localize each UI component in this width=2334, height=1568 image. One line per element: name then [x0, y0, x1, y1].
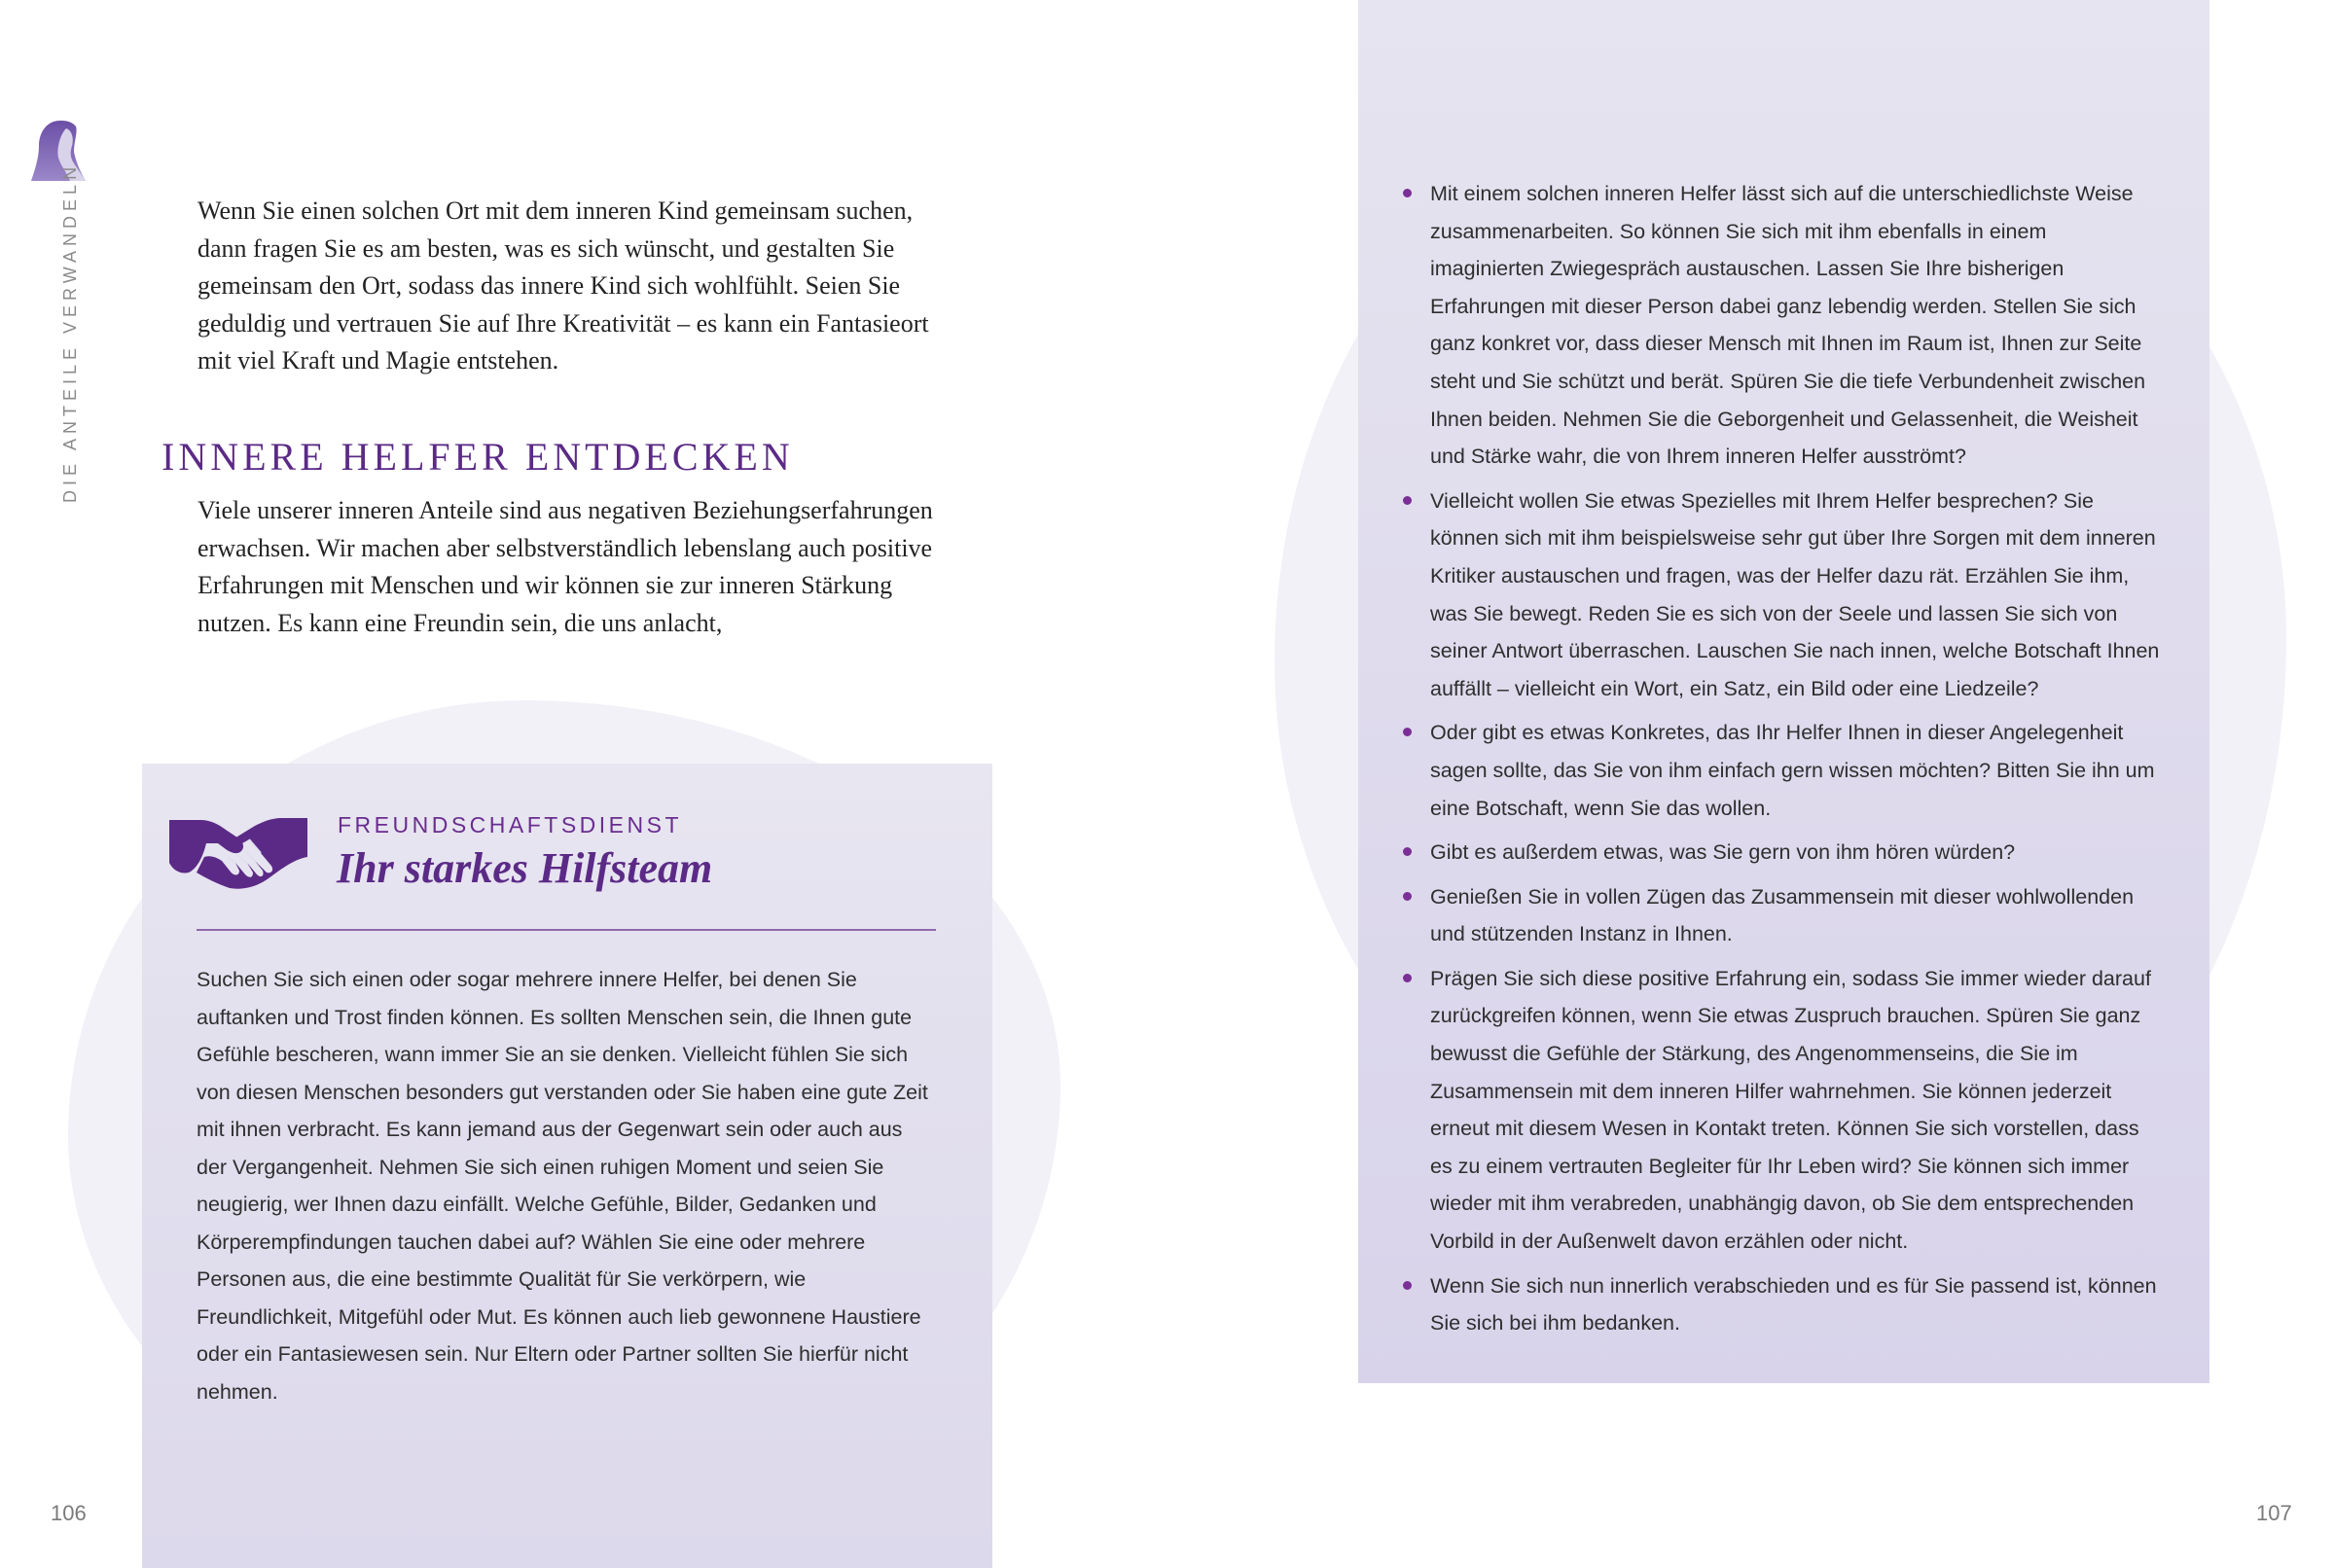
bullet-icon: [1403, 892, 1412, 901]
handshake-icon: [167, 814, 309, 892]
box-title: Ihr starkes Hilfsteam: [337, 844, 713, 892]
list-item: [1394, 878, 2163, 953]
intro-paragraph: Wenn Sie einen solchen Ort mit dem inneren Kind gemeinsam suchen, dann fragen Sie es am besten, was es sich wünscht, und gestalten Sie gemeinsam den Ort, sodass das innere Kind sich wohlfühlt. Seien Sie geduldig und vertrauen Sie auf Ihre Kreativität – es kann ein Fantasieort mit viel Kraft und Magie entstehen.: [197, 196, 929, 374]
list-item-text: Wenn Sie sich nun innerlich verabschieden und es für Sie passend ist, können Sie sich bei ihm bedanken.: [1430, 1273, 2157, 1336]
section-paragraph: Viele unserer inneren Anteile sind aus negativen Beziehungserfahrungen erwachsen. Wir machen aber selbstverständlich lebenslang auch positive Erfahrungen mit Menschen und wir können sie zur inneren Stärkung nutzen. Es kann eine Freundin sein, die uns anlacht,: [197, 496, 933, 637]
box-kicker: FREUNDSCHAFTSDIENST: [338, 812, 683, 837]
list-item: [1394, 960, 2163, 1261]
list-item-text: Genießen Sie in vollen Zügen das Zusammensein mit dieser wohlwollenden und stützenden Instanz in Ihnen.: [1430, 884, 2135, 946]
chapter-margin-label: DIE ANTEILE VERWANDELN: [60, 161, 80, 503]
bullet-icon: [1403, 189, 1412, 197]
bullet-icon: [1403, 847, 1412, 856]
list-item-text: Vielleicht wollen Sie etwas Spezielles mit Ihrem Helfer besprechen? Sie können sich mit ihm beispielsweise sehr gut über Ihre Sorgen mit dem inneren Kritiker austauschen und fragen, was der Helfer dazu rät. Erzählen Sie ihm, was Sie bewegt. Reden Sie es sich von der Seele und lassen Sie sich von seiner Antwort überraschen. Lauschen Sie nach innen, welche Botschaft Ihnen auffällt – vielleicht ein Wort, ein Satz, ein Bild oder eine Liedzeile?: [1430, 488, 2160, 700]
list-item-text: Gibt es außerdem etwas, was Sie gern von ihm hören würden?: [1430, 840, 2016, 865]
list-item-text: Prägen Sie sich diese positive Erfahrung ein, sodass Sie immer wieder darauf zurückgreifen können, wenn Sie etwas Zuspruch brauchen. Spüren Sie ganz bewusst die Gefühle der Stärkung, des Angenommenseins, die Sie im Zusammensein mit dem inneren Hilfer wahrnehmen. Sie können jederzeit erneut mit diesem Wesen in Kontakt treten. Können Sie sich vorstellen, dass es zu einem vertrauten Begleiter für Ihr Leben wird? Sie können sich immer wieder mit ihm verabreden, unabhängig davon, ob Sie dem entsprechenden Vorbild in der Außenwelt davon erzählen oder nicht.: [1430, 966, 2151, 1254]
list-item: [1394, 482, 2163, 708]
list-item-text: Oder gibt es etwas Konkretes, das Ihr Helfer Ihnen in dieser Angelegenheit sagen sollte, das Sie von ihm einfach gern wissen möchten? Bitten Sie ihn um eine Botschaft, wenn Sie das wollen.: [1430, 721, 2155, 820]
box-text: Suchen Sie sich einen oder sogar mehrere innere Helfer, bei denen Sie auftanken und Trost finden können. Es sollten Menschen sein, die Ihnen gute Gefühle bescheren, wann immer Sie an sie denken. Vielleicht fühlen Sie sich von diesen Menschen besonders gut verstanden oder Sie haben eine gute Zeit mit ihnen verbracht. Es kann jemand aus der Gegenwart sein oder auch aus der Vergangenheit. Nehmen Sie sich einen ruhigen Moment und seien Sie neugierig, wer Ihnen dazu einfällt. Welche Gefühle, Bilder, Gedanken und Körperempfindungen tauchen dabei auf? Wählen Sie eine oder mehrere Personen aus, die eine bestimmte Qualität für Sie verkörpern, wie Freundlichkeit, Mitgefühl oder Mut. Es können auch lieb gewonnene Haustiere oder ein Fantasiewesen sein. Nur Eltern oder Partner sollten Sie hierfür nicht nehmen.: [197, 968, 928, 1404]
list-item: [1394, 714, 2163, 827]
list-item-text: Mit einem solchen inneren Helfer lässt sich auf die unterschiedlichste Weise zusammenarbeiten. So können Sie sich mit ihm ebenfalls in einem imaginierten Zwiegespräch austauschen. Lassen Sie Ihre bisherigen Erfahrungen mit dieser Person dabei ganz lebendig werden. Stellen Sie sich ganz konkret vor, dass dieser Mensch mit Ihnen im Raum ist, Ihnen zur Seite steht und Sie schützt und berät. Spüren Sie die tiefe Verbundenheit zwischen Ihnen beiden. Nehmen Sie die Geborgenheit und Gelassenheit, die Weisheit und Stärke wahr, die von Ihrem inneren Helfer ausströmt?: [1430, 182, 2146, 469]
exercise-steps-list: [1394, 175, 2163, 1349]
exercise-box: [142, 764, 992, 1568]
bullet-icon: [1403, 1281, 1412, 1290]
section-heading: INNERE HELFER ENTDECKEN: [162, 435, 794, 479]
bullet-icon: [1403, 728, 1412, 736]
page-number-left: 106: [51, 1501, 87, 1525]
page-number-right: 107: [2256, 1501, 2292, 1525]
bullet-icon: [1403, 496, 1412, 505]
list-item: [1394, 1267, 2163, 1342]
box-divider: [197, 929, 936, 931]
list-item: [1394, 834, 2163, 872]
list-item: [1394, 175, 2163, 476]
bullet-icon: [1403, 974, 1412, 982]
